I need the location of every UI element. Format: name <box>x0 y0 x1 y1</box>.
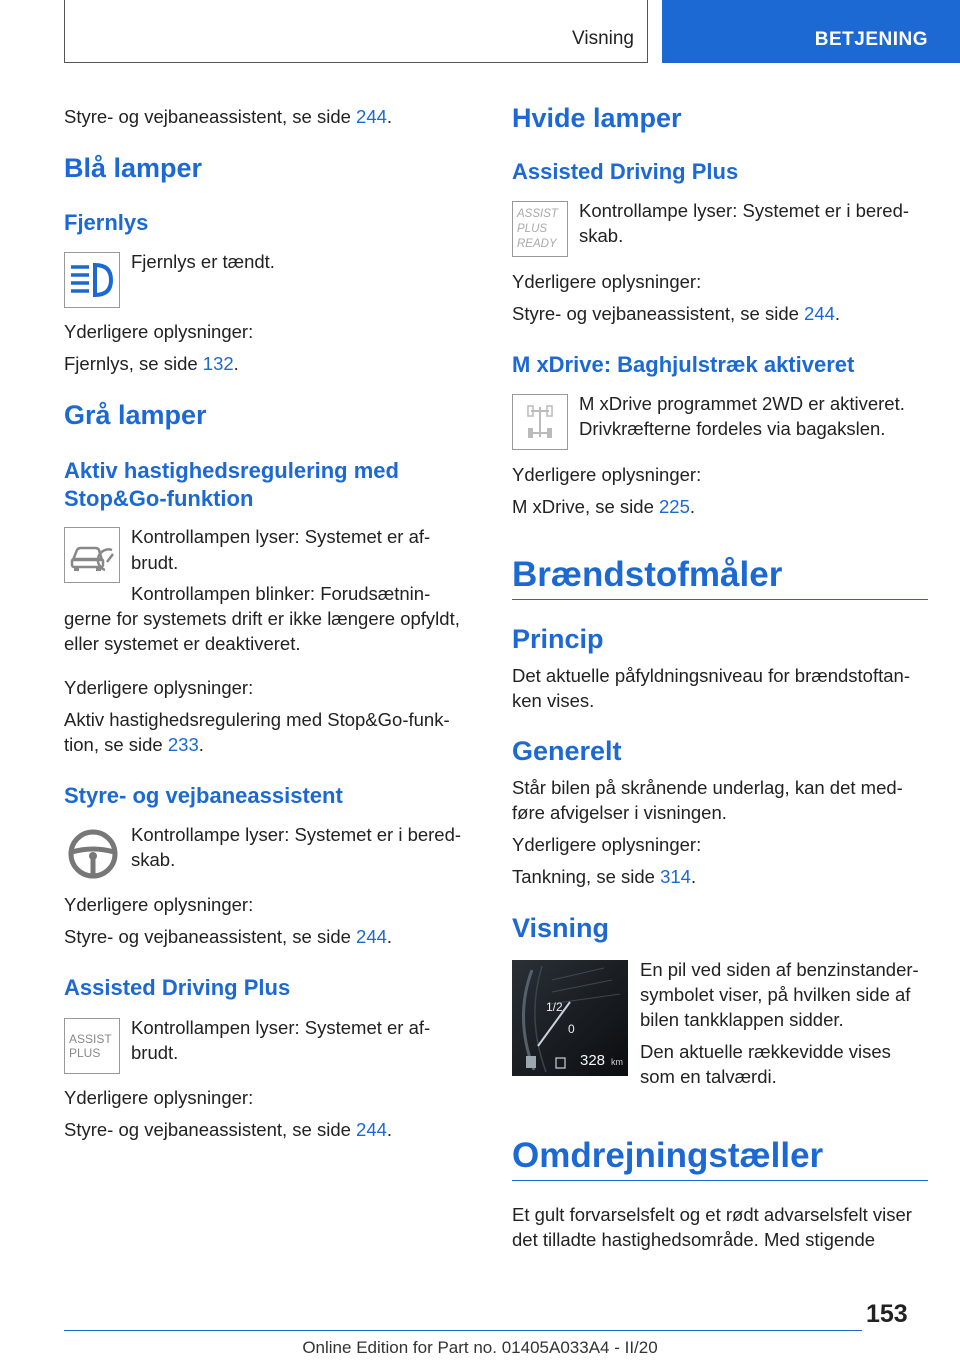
gauge-zero-label: 0 <box>568 1022 575 1036</box>
fjernlys-heading: Fjernlys <box>64 210 149 235</box>
principle-text-b: ken vises. <box>512 690 595 711</box>
edition-text: Online Edition for Part no. 01405A033A4 - II/20 <box>302 1338 658 1357</box>
acc-desc-1b: brudt. <box>131 552 179 573</box>
display-desc-2b: som en talværdi. <box>640 1066 777 1087</box>
rev-text-a: Et gult forvarselsfelt og et rødt advarselsfelt viser <box>512 1204 912 1225</box>
page-link[interactable]: 244 <box>356 1119 387 1140</box>
fjernlys-desc: Fjernlys er tændt. <box>131 251 275 272</box>
xdrive-more: Yderligere oplysninger: <box>512 464 702 485</box>
fuel-gauge-heading: Brændstofmåler <box>512 555 783 594</box>
grey-lamps-heading: Grå lamper <box>64 400 207 430</box>
display-desc-1b: symbolet viser, på hvilken side af <box>640 984 911 1005</box>
adp-more-left: Yderligere oplysninger: <box>64 1087 254 1108</box>
adp-desc-a-left: Kontrollampen lyser: Systemet er af- <box>131 1017 431 1038</box>
adp-desc-b-left: brudt. <box>131 1042 179 1063</box>
acc-desc-2c: eller systemet er deaktiveret. <box>64 633 301 654</box>
gauge-half-label: 1/2 <box>546 1000 563 1014</box>
gauge-range-unit: km <box>611 1057 623 1067</box>
assist-plus-icon-line2: PLUS <box>69 1046 101 1060</box>
rev-counter-heading: Omdrejningstæller <box>512 1136 824 1175</box>
steer-desc-b: skab. <box>131 849 176 870</box>
adp-ref-right: Styre- og vejbaneassistent, se side 244. <box>512 303 841 324</box>
steer-desc-a: Kontrollampe lyser: Systemet er i bered- <box>131 824 462 845</box>
assist-ready-line3: READY <box>517 238 557 250</box>
fjernlys-ref: Fjernlys, se side 132. <box>64 353 239 374</box>
fuel-heading-rule <box>512 599 928 600</box>
acc-heading-line1: Aktiv hastighedsregulering med <box>64 458 399 483</box>
steer-ref: Styre- og vejbaneassistent, se side 244. <box>64 926 393 947</box>
acc-ref-2: tion, se side 233. <box>64 734 204 755</box>
steer-heading: Styre- og vejbaneassistent <box>64 783 343 808</box>
adp-heading-left: Assisted Driving Plus <box>64 975 291 1000</box>
general-heading: Generelt <box>512 736 622 766</box>
footer-rule <box>64 1330 862 1331</box>
page-link[interactable]: 314 <box>660 866 691 887</box>
white-lamps-heading: Hvide lamper <box>512 103 682 133</box>
header-section-title: Visning <box>572 28 634 49</box>
page-link[interactable]: 132 <box>202 353 234 374</box>
acc-ref-1: Aktiv hastighedsregulering med Stop&Go-funk- <box>64 709 450 730</box>
principle-text-a: Det aktuelle påfyldningsniveau for brændstoftan- <box>512 665 910 686</box>
display-desc-1c: bilen tankklappen sidder. <box>640 1009 844 1030</box>
acc-more: Yderligere oplysninger: <box>64 677 254 698</box>
page-link[interactable]: 244 <box>356 106 387 127</box>
cruise-control-icon <box>64 527 120 583</box>
adp-more-right: Yderligere oplysninger: <box>512 271 702 292</box>
adp-ref-left: Styre- og vejbaneassistent, se side 244. <box>64 1119 393 1140</box>
display-desc-2a: Den aktuelle rækkevidde vises <box>640 1041 891 1062</box>
page-link[interactable]: 225 <box>659 496 690 517</box>
principle-heading: Princip <box>512 624 604 654</box>
steering-wheel-icon <box>64 825 120 881</box>
assist-plus-icon <box>64 1018 120 1074</box>
acc-desc-1a: Kontrollampen lyser: Systemet er af- <box>131 526 431 547</box>
page-link[interactable]: 244 <box>804 303 835 324</box>
page-number: 153 <box>866 1300 908 1328</box>
fjernlys-more: Yderligere oplysninger: <box>64 321 254 342</box>
steer-more: Yderligere oplysninger: <box>64 894 254 915</box>
gauge-range-value: 328 <box>580 1052 606 1069</box>
assist-ready-line2: PLUS <box>517 223 548 235</box>
acc-heading-line2: Stop&Go-funktion <box>64 486 254 511</box>
general-ref: Tankning, se side 314. <box>512 866 697 887</box>
xdrive-ref: M xDrive, se side 225. <box>512 496 696 517</box>
general-text-b: føre afvigelser i visningen. <box>512 802 727 823</box>
acc-desc-2b: gerne for systemets drift er ikke længere opfyldt, <box>64 608 460 629</box>
acc-desc-2a: Kontrollampen blinker: Forudsætnin- <box>131 583 431 604</box>
xdrive-2wd-icon <box>512 394 568 450</box>
general-text-a: Står bilen på skrånende underlag, kan det med- <box>512 777 903 798</box>
rev-text-b: det tilladte hastighedsområde. Med stigende <box>512 1229 876 1250</box>
fuel-gauge-image <box>512 960 628 1076</box>
blue-lamps-heading: Blå lamper <box>64 153 203 183</box>
header-chapter-label: BETJENING <box>814 29 928 50</box>
general-more: Yderligere oplysninger: <box>512 834 702 855</box>
assist-plus-icon-line1: ASSIST <box>69 1032 112 1046</box>
intro-ref: Styre- og vejbaneassistent, se side 244. <box>64 106 393 127</box>
page-link[interactable]: 233 <box>167 734 199 755</box>
page-link[interactable]: 244 <box>356 926 387 947</box>
high-beam-icon <box>64 252 120 308</box>
rev-heading-rule <box>512 1180 928 1181</box>
xdrive-desc-a: M xDrive programmet 2WD er aktiveret. <box>579 393 905 414</box>
display-heading: Visning <box>512 913 610 943</box>
adp-desc-a-right: Kontrollampe lyser: Systemet er i bered- <box>579 200 910 221</box>
xdrive-desc-b: Drivkræfterne fordeles via bagakslen. <box>579 418 886 439</box>
header-chapter-tab[interactable] <box>662 0 960 63</box>
assist-ready-line1: ASSIST <box>517 208 558 220</box>
xdrive-heading: M xDrive: Baghjulstræk aktiveret <box>512 352 855 377</box>
assist-plus-ready-icon <box>512 201 568 257</box>
adp-desc-b-right: skab. <box>579 225 624 246</box>
display-desc-1a: En pil ved siden af benzinstander- <box>640 959 919 980</box>
adp-heading-right: Assisted Driving Plus <box>512 159 739 184</box>
